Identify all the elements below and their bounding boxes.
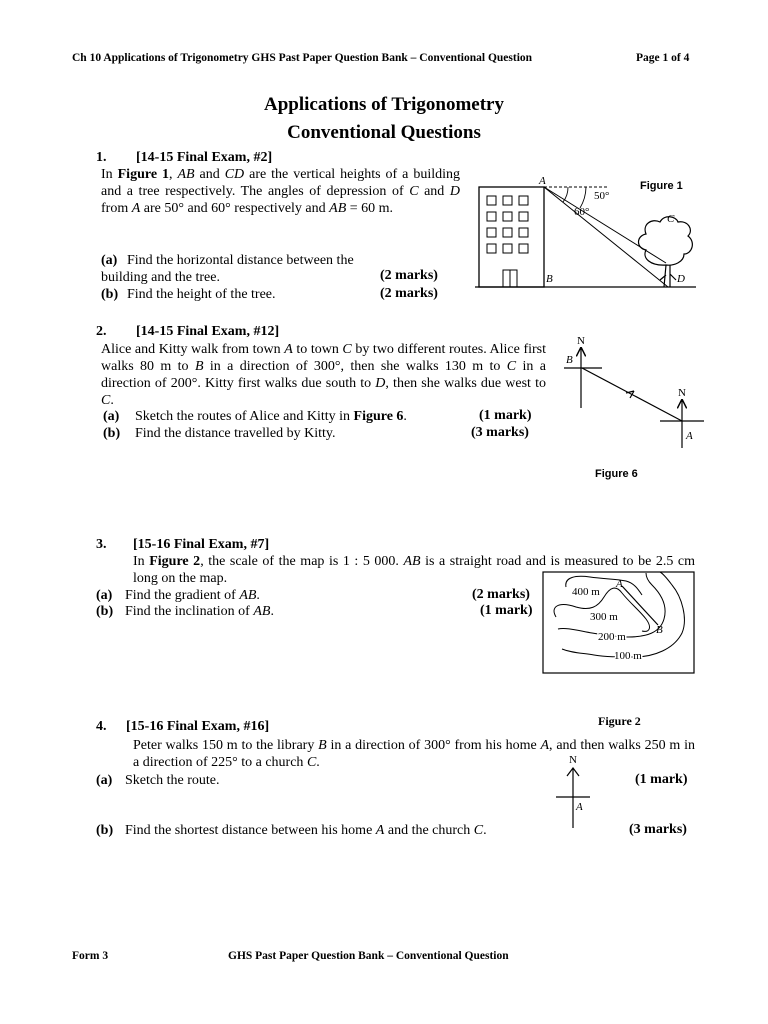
q4-text: Peter walks 150 m to the library B in a direction of 300° from his home A, and then walks 250 m in a direction of 225° to a church C. <box>133 738 695 770</box>
q1-part-b-marks: (2 marks) <box>380 286 438 301</box>
label-a: A <box>686 430 693 442</box>
q3-part-a-marks: (2 marks) <box>472 587 530 602</box>
label-a: A <box>576 801 583 813</box>
q1-number: 1. <box>96 150 107 165</box>
q4-source: [15-16 Final Exam, #16] <box>126 719 270 734</box>
page-header-title: Ch 10 Applications of Trigonometry GHS Past Paper Question Bank – Conventional Question <box>72 52 533 64</box>
q4-part-a-marks: (1 mark) <box>635 772 688 787</box>
north-label-a: N <box>678 387 686 399</box>
q1-part-a: (a) Find the horizontal distance between the building and the tree. <box>101 253 354 285</box>
q4-part-b: (b) Find the shortest distance between his home A and the church C. <box>96 823 487 838</box>
label-c: C <box>667 213 675 225</box>
q2-part-a-marks: (1 mark) <box>479 408 532 423</box>
q4-north-diagram <box>552 750 596 830</box>
angle-60-label: 60° <box>574 206 590 218</box>
figure-1-caption: Figure 1 <box>640 180 683 192</box>
q1-text: In Figure 1, AB and CD are the vertical heights of a building and a tree respectively. The angles of depression of C and D from A are 50° and 60° respectively and AB = 60 m. <box>101 167 461 216</box>
q1-part-a-marks: (2 marks) <box>380 268 438 283</box>
figure-6-caption: Figure 6 <box>595 468 638 480</box>
contour-300-label: 300 m <box>590 611 618 623</box>
q4-number: 4. <box>96 719 107 734</box>
q4-part-b-marks: (3 marks) <box>629 822 687 837</box>
document-title: Applications of Trigonometry <box>264 94 504 115</box>
q3-text: In Figure 2, the scale of the map is 1 : 5 000. AB is a straight road and is measured to be 2.5 cm long on the map. <box>133 554 695 586</box>
q2-part-a: (a) Sketch the routes of Alice and Kitty in Figure 6. <box>103 409 407 424</box>
contour-200 <box>558 573 665 637</box>
building-windows <box>487 196 528 287</box>
document-subtitle: Conventional Questions <box>287 122 481 143</box>
tree-crown <box>639 217 693 265</box>
contour-100 <box>562 572 684 657</box>
contour-200-label: 200 m <box>598 631 626 643</box>
label-a: A <box>539 175 546 187</box>
q1-part-b: (b) Find the height of the tree. <box>101 287 276 302</box>
q2-part-b-marks: (3 marks) <box>471 425 529 440</box>
page-number: Page 1 of 4 <box>636 52 690 64</box>
figure-2-map <box>542 571 695 675</box>
label-b: B <box>546 273 553 285</box>
q3-part-b-marks: (1 mark) <box>480 603 533 618</box>
q2-source: [14-15 Final Exam, #12] <box>136 324 280 339</box>
q4-part-a: (a) Sketch the route. <box>96 773 220 788</box>
q3-number: 3. <box>96 537 107 552</box>
label-b: B <box>566 354 573 366</box>
figure-2-caption: Figure 2 <box>598 714 641 728</box>
q2-text: Alice and Kitty walk from town A to town C by two different routes. Alice first walks 80 m to B in a direction of 300°, then she walks 130 m to C in a direction of 200°. Kitty first walks due south to D, then she walks due west to C. <box>101 342 546 408</box>
tree-trunk <box>660 265 676 287</box>
q2-number: 2. <box>96 324 107 339</box>
footer-title: GHS Past Paper Question Bank – Conventional Question <box>228 950 509 962</box>
q3-part-a: (a) Find the gradient of AB. <box>96 588 260 603</box>
angle-arc-50 <box>580 187 586 208</box>
contour-400-label: 400 m <box>572 586 600 598</box>
north-label: N <box>569 754 577 766</box>
contour-300 <box>554 588 649 631</box>
angle-50-label: 50° <box>594 190 610 202</box>
contour-100-label: 100 m <box>614 650 642 662</box>
label-d: D <box>677 273 685 285</box>
figure-6-diagram <box>556 330 716 450</box>
footer-form: Form 3 <box>72 950 109 962</box>
q3-source: [15-16 Final Exam, #7] <box>133 537 270 552</box>
q3-part-b: (b) Find the inclination of AB. <box>96 604 274 619</box>
q2-part-b: (b) Find the distance travelled by Kitty. <box>103 426 336 441</box>
q1-source: [14-15 Final Exam, #2] <box>136 150 273 165</box>
label-a: A <box>616 578 623 590</box>
label-b: B <box>656 624 663 636</box>
north-label-b: N <box>577 335 585 347</box>
